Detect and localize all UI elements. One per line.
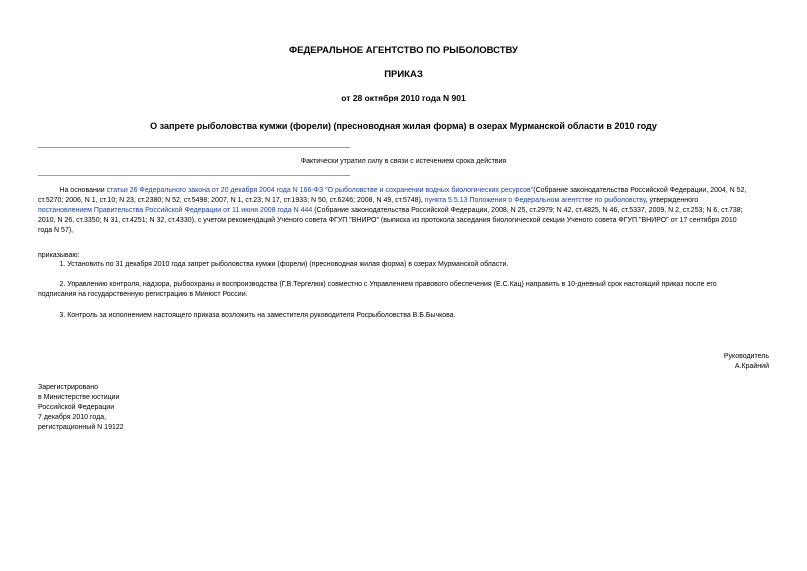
registration-block [38,383,124,433]
preamble-line-5: года N 57), [38,227,74,234]
preamble-line-2 [38,196,807,206]
registration-line-3: Российской Федерации [38,404,115,411]
item-1-line [38,260,807,270]
item-2 [38,280,807,300]
law-article-link[interactable]: статьи 26 Федерального закона от 20 декабря 2004 года N 166-ФЗ "О рыболовстве и сохранении водных биологических ресурсов" [106,187,534,194]
preamble-text-2a: ст.5270; 2006, N 1, ст.10; N 23, ст.2380; N 52, ст.5498; 2007, N 1, ст.23; N 17, ст.1933; N 50, ст.6246; 2008, N 49, ст.5748), [38,197,425,204]
preamble-line-1 [38,186,807,196]
regulation-point-link[interactable]: пункта 5.5.13 Положения о Федеральном агентстве по рыболовству [424,197,646,204]
signature-block [724,352,769,372]
preamble-text-0: На основании [59,187,107,194]
registration-line-1: Зарегистрировано [38,384,98,391]
signature-name: А.Крайний [734,363,769,370]
doc-type-heading: ПРИКАЗ [384,69,423,80]
item-1-text: 1. Установить по 31 декабря 2010 года запрет рыболовства кумжи (форели) (пресноводная жилая форма) в озерах Мурманской области. [59,261,509,268]
item-2-line-2: подписания на государственную регистрацию в Минюст России. [38,291,248,298]
registration-line-4: 7 декабря 2010 года, [38,414,107,421]
preamble-line-3 [38,206,807,216]
item-2-text-1: 2. Управлению контроля, надзора, рыбоохраны и воспроизводства (Г.В.Тергелюк) совместно с Управлением правового обеспечения (Е.С.Кац) направить в 10-дневный срок настоящий приказ после его [59,281,717,288]
registration-line-2: в Министерстве юстиции [38,394,120,401]
item-2-line-1 [38,280,807,290]
status-note: Фактически утратил силу в связи с истечением срока действия [300,158,507,165]
signature-title: Руководитель [723,353,769,360]
subject-heading: О запрете рыболовства кумжи (форели) (пресноводная жилая форма) в озерах Мурманской области в 2010 году [150,121,657,131]
item-1 [38,260,807,270]
registration-line-5: регистрационный N 19122 [38,424,124,431]
divider-bottom [38,175,350,176]
date-number-heading: от 28 октября 2010 года N 901 [341,93,466,103]
orders-label: приказываю: [38,252,80,259]
preamble-text-1: (Собрание законодательства Российской Федерации, 2004, N 52, [533,187,747,194]
agency-heading: ФЕДЕРАЛЬНОЕ АГЕНТСТВО ПО РЫБОЛОВСТВУ [289,45,518,56]
item-3 [38,311,807,321]
item-3-line [38,311,807,321]
divider-top [38,147,350,148]
item-3-text: 3. Контроль за исполнением настоящего приказа возложить на заместителя руководителя Росрыболовства В.Б.Бычкова. [59,312,456,319]
preamble-text-3b: (Собрание законодательства Российской Федерации, 2008, N 25, ст.2979; N 42, ст.4825, N 46, ст.5337, 2009, N 2, ст.253; N 6, ст.738; [312,207,743,214]
government-decree-link[interactable]: постановлением Правительства Российской Федерации от 11 июня 2008 года N 444 [38,207,313,214]
preamble-text-2b: , утвержденного [645,197,699,204]
preamble-paragraph [38,186,807,236]
preamble-line-4: 2010, N 26, ст.3350; N 31, ст.4251; N 32, ст.4330), с учетом рекомендаций Ученого совета ФГУП "ВНИРО" (выписка из протокола заседания биологической секции Ученого совета ФГУП "ВНИРО" от 17 сентября 2010 [38,217,737,224]
